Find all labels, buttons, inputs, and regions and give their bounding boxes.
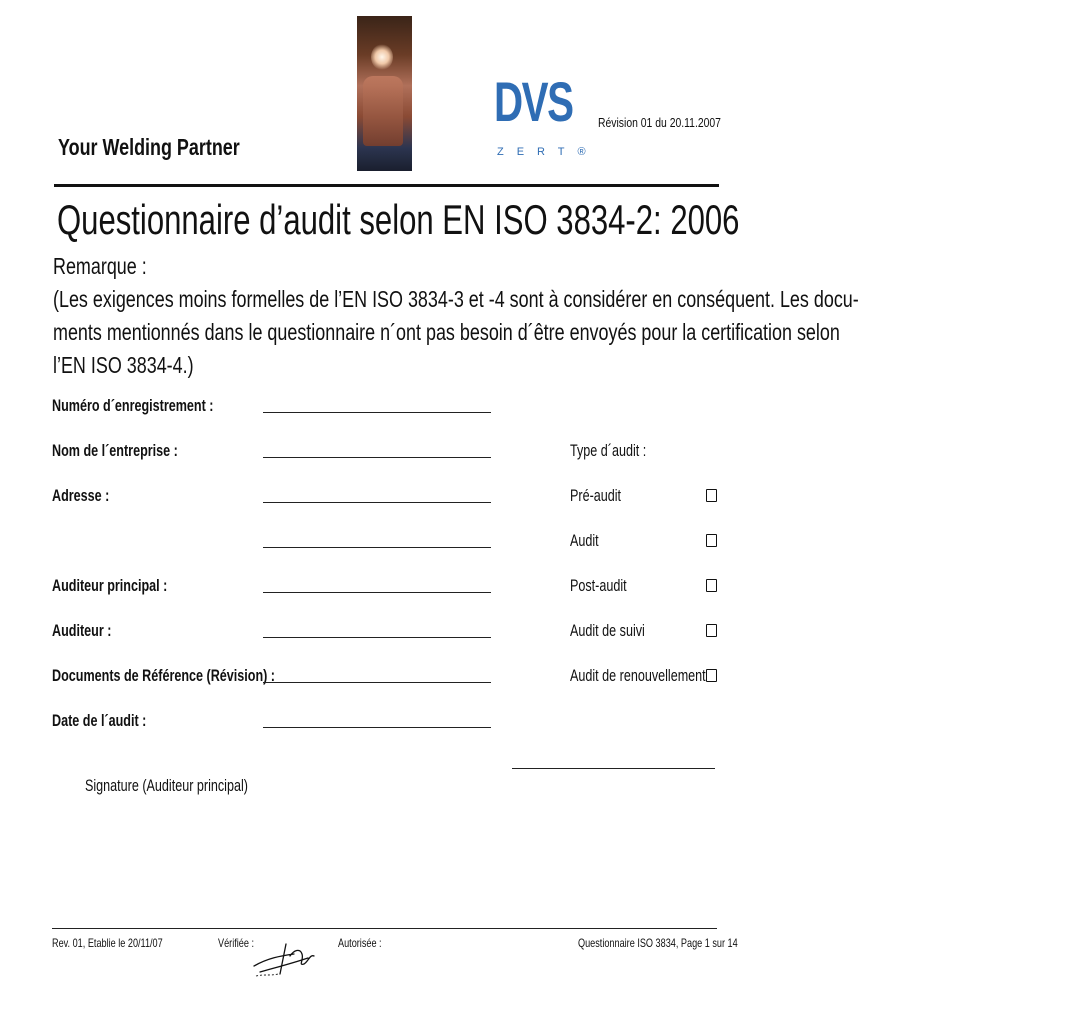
header-divider (54, 184, 719, 187)
field-label-auditor: Auditeur : (52, 621, 112, 640)
company-name-field[interactable] (263, 457, 491, 458)
revision-note: Révision 01 du 20.11.2007 (598, 115, 721, 130)
registration-number-field[interactable] (263, 412, 491, 413)
welder-photo (357, 16, 412, 171)
signature-label: Signature (Auditeur principal) (85, 776, 248, 795)
dvs-logo-letters: DVS (494, 70, 573, 133)
dvs-logo (494, 70, 603, 133)
audit-date-field[interactable] (263, 727, 491, 728)
audit-option-label: Post-audit (570, 576, 627, 595)
signature-field[interactable] (512, 768, 715, 769)
audit-option-label: Pré-audit (570, 486, 622, 505)
footer-revision: Rev. 01, Etablie le 20/11/07 (52, 936, 163, 950)
remark-heading: Remarque : (53, 253, 147, 279)
field-label-address: Adresse : (52, 486, 110, 505)
field-label-company-name: Nom de l´entreprise : (52, 441, 178, 460)
welder-figure (363, 76, 403, 146)
remark-line: ments mentionnés dans le questionnaire n´ont pas besoin d´être envoyés pour la certification selon (53, 319, 840, 345)
field-label-audit-date: Date de l´audit : (52, 711, 147, 730)
welding-spark (371, 44, 393, 70)
audit-option-label: Audit de renouvellement (570, 666, 706, 685)
reference-documents-field[interactable] (263, 682, 491, 683)
pre-audit-checkbox[interactable] (706, 489, 717, 502)
post-audit-checkbox[interactable] (706, 579, 717, 592)
field-label-registration-number: Numéro d´enregistrement : (52, 396, 214, 415)
remark-line: l’EN ISO 3834-4.) (53, 352, 194, 378)
tagline: Your Welding Partner (58, 134, 240, 160)
follow-up-audit-checkbox[interactable] (706, 624, 717, 637)
audit-type-heading: Type d´audit : (570, 441, 647, 460)
remark-block (53, 250, 1086, 382)
field-label-reference-documents: Documents de Référence (Révision) : (52, 666, 276, 685)
dvs-logo-subtitle: ZERT® (497, 146, 599, 158)
footer-divider (52, 928, 717, 929)
footer-authorized-label: Autorisée : (338, 936, 382, 950)
address-field-line-2[interactable] (263, 547, 491, 548)
renewal-audit-checkbox[interactable] (706, 669, 717, 682)
field-label-lead-auditor: Auditeur principal : (52, 576, 168, 595)
lead-auditor-field[interactable] (263, 592, 491, 593)
auditor-field[interactable] (263, 637, 491, 638)
footer-verified-label: Vérifiée : (218, 936, 254, 950)
remark-line: (Les exigences moins formelles de l’EN ISO 3834-3 et -4 sont à considérer en conséquent. Les docu- (53, 286, 859, 312)
document-title: Questionnaire d’audit selon EN ISO 3834-2: 2006 (57, 196, 740, 243)
audit-checkbox[interactable] (706, 534, 717, 547)
address-field-line-1[interactable] (263, 502, 491, 503)
footer-page-number: Questionnaire ISO 3834, Page 1 sur 14 (578, 936, 738, 950)
handwritten-signature (250, 940, 320, 985)
audit-option-label: Audit de suivi (570, 621, 645, 640)
audit-option-label: Audit (570, 531, 599, 550)
